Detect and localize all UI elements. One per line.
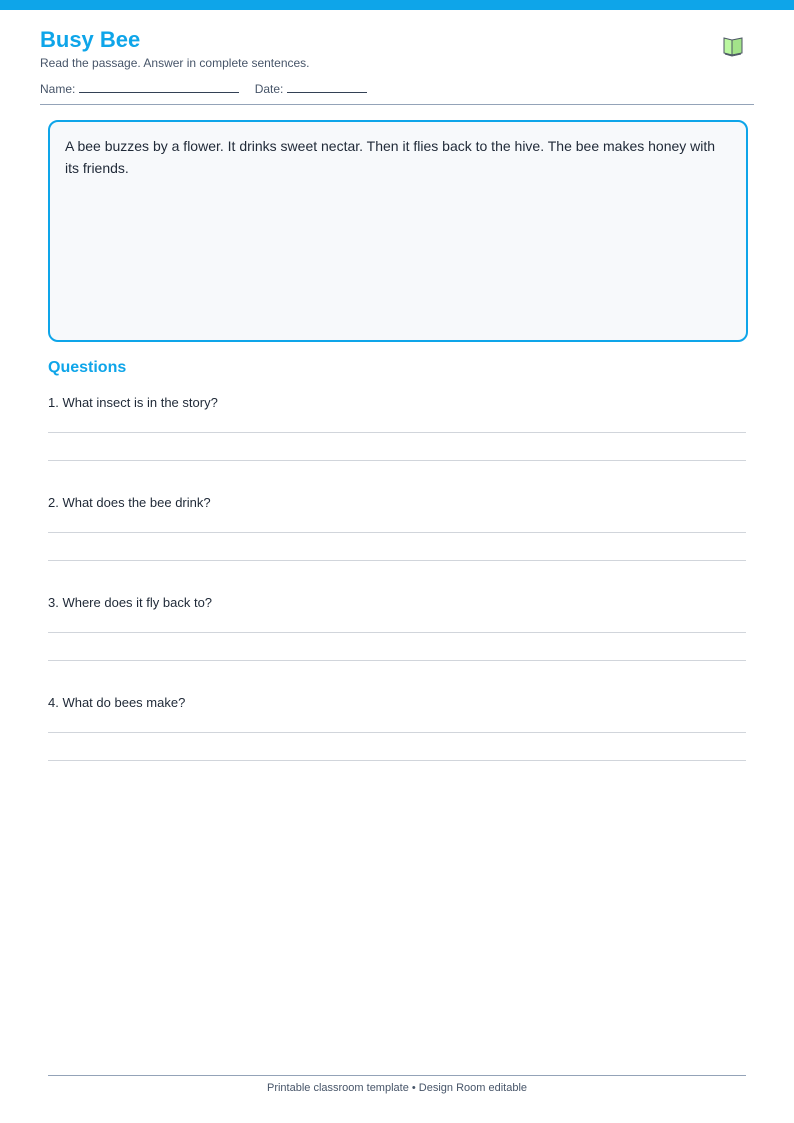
name-date-row xyxy=(40,82,367,96)
question-text: 4. What do bees make? xyxy=(48,695,186,710)
instructions: Read the passage. Answer in complete sentences. xyxy=(40,56,310,70)
question-1 xyxy=(48,395,746,475)
footer-text: Printable classroom template • Design Room editable xyxy=(266,1082,528,1094)
answer-line[interactable] xyxy=(48,560,746,561)
answer-line[interactable] xyxy=(48,732,746,733)
answer-line[interactable] xyxy=(48,660,746,661)
question-text: 2. What does the bee drink? xyxy=(48,495,211,510)
answer-line[interactable] xyxy=(48,760,746,761)
answer-line[interactable] xyxy=(48,532,746,533)
question-3 xyxy=(48,595,746,675)
top-accent-bar xyxy=(0,0,794,10)
date-field[interactable] xyxy=(287,83,367,93)
question-text: 1. What insect is in the story? xyxy=(48,395,218,410)
date-label: Date: xyxy=(254,82,284,96)
questions-heading: Questions xyxy=(48,359,127,376)
question-text: 3. Where does it fly back to? xyxy=(48,595,213,610)
book-icon xyxy=(722,35,744,57)
question-2 xyxy=(48,495,746,575)
footer-divider xyxy=(48,1075,746,1076)
passage-text: A bee buzzes by a flower. It drinks sweet nectar. Then it flies back to the hive. The bee makes honey with its friends. xyxy=(65,138,716,176)
page-title: Busy Bee xyxy=(40,27,141,52)
name-label: Name: xyxy=(40,82,76,96)
name-field[interactable] xyxy=(79,83,239,93)
answer-line[interactable] xyxy=(48,432,746,433)
answer-line[interactable] xyxy=(48,632,746,633)
question-4 xyxy=(48,695,746,775)
reading-passage xyxy=(48,120,748,342)
answer-line[interactable] xyxy=(48,460,746,461)
worksheet-header xyxy=(40,26,754,105)
